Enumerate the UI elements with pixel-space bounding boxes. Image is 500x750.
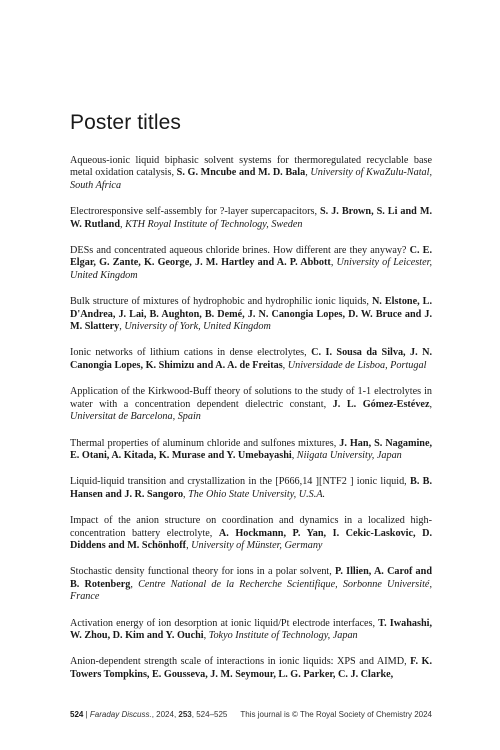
poster-authors: N. Elstone, L. D'Andrea, J. Lai, B. Aughton, B. Demé, J. N. Canongia Lopes, D. W. Bruce and J. M. Slattery — [70, 296, 432, 333]
poster-entry — [70, 656, 432, 681]
poster-affiliation: University of KwaZulu-Natal, South Africa — [70, 167, 432, 191]
poster-affiliation: University of Leicester, United Kingdom — [70, 257, 432, 281]
page-footer — [70, 710, 432, 719]
poster-authors: A. Hockmann, P. Yan, I. Cekic-Laskovic, D. Diddens and M. Schönhoff — [70, 527, 432, 551]
poster-authors: C. I. Sousa da Silva, J. N. Canongia Lopes, K. Shimizu and A. A. de Freitas — [70, 347, 432, 371]
poster-affiliation: Niigata University, Japan — [296, 449, 402, 461]
poster-title: Thermal properties of aluminum chloride and sulfones mixtures, — [70, 437, 340, 449]
poster-entry — [70, 155, 432, 192]
poster-entry — [70, 347, 432, 372]
footer-citation: 524 | Faraday Discuss., 2024, 253, 524–525 — [70, 710, 228, 719]
poster-title: Activation energy of ion desorption at ionic liquid/Pt electrode interfaces, — [70, 617, 379, 629]
poster-title: Aqueous-ionic liquid biphasic solvent systems for thermoregulated recyclable base metal oxidation catalysis, — [70, 155, 432, 179]
poster-entry — [70, 438, 432, 463]
poster-title: Electroresponsive self-assembly for ?-layer supercapacitors, — [70, 206, 320, 218]
poster-list — [70, 155, 432, 695]
poster-authors: F. K. Towers Tompkins, E. Gousseva, J. M. Seymour, L. G. Parker, C. J. Clarke, — [70, 656, 432, 680]
poster-separator: , — [305, 167, 311, 179]
citation-pages: 524–525 — [196, 710, 228, 719]
poster-authors: J. Han, S. Nagamine, E. Otani, A. Kitada, K. Murase and Y. Umebayashi — [70, 437, 433, 461]
poster-entry — [70, 515, 432, 552]
poster-affiliation: Universidade de Lisboa, Portugal — [287, 359, 427, 371]
poster-entry — [70, 206, 432, 231]
poster-title: Stochastic density functional theory for ions in a polar solvent, — [70, 566, 336, 578]
poster-entry — [70, 618, 432, 643]
copyright-notice: This journal is © The Royal Society of Chemistry 2024 — [240, 710, 432, 719]
poster-separator: , — [120, 218, 126, 230]
citation-volume: 253 — [178, 710, 192, 719]
poster-separator: , — [186, 539, 192, 551]
poster-affiliation: The Ohio State University, U.S.A. — [188, 488, 326, 500]
poster-authors: P. Illien, A. Carof and B. Rotenberg — [70, 566, 432, 590]
citation-year: 2024 — [156, 710, 174, 719]
poster-separator: , — [330, 257, 337, 269]
poster-entry — [70, 296, 432, 333]
poster-separator: , — [282, 359, 288, 371]
poster-authors: B. B. Hansen and J. R. Sangoro — [70, 476, 433, 500]
poster-affiliation: University of Münster, Germany — [191, 539, 323, 551]
poster-title: Anion-dependent strength scale of interactions in ionic liquids: XPS and AIMD, — [70, 656, 411, 668]
poster-title: Liquid-liquid transition and crystallization in the [P666,14 ][NTF2 ] ionic liquid, — [70, 476, 411, 488]
poster-separator: , — [130, 578, 139, 590]
poster-title: Ionic networks of lithium cations in dense electrolytes, — [70, 347, 312, 359]
poster-title: DESs and concentrated aqueous chloride brines. How different are they anyway? — [70, 245, 410, 257]
page-heading: Poster titles — [70, 111, 182, 134]
poster-separator: , — [291, 449, 297, 461]
poster-authors: S. J. Brown, S. Li and M. W. Rutland — [70, 206, 432, 230]
poster-affiliation: Universitat de Barcelona, Spain — [70, 411, 201, 423]
poster-title: Impact of the anion structure on coordination and dynamics in a localized high-concentration battery electrolyte, — [70, 515, 432, 539]
poster-affiliation: Tokyo Institute of Technology, Japan — [208, 629, 358, 641]
poster-authors: C. E. Elgar, G. Zante, K. George, J. M. Hartley and A. P. Abbott — [70, 245, 432, 269]
poster-separator: , — [183, 488, 189, 500]
page-number: 524 — [70, 710, 84, 719]
poster-separator: , — [203, 629, 209, 641]
poster-authors: S. G. Mncube and M. D. Bala — [176, 167, 306, 179]
poster-entry — [70, 386, 432, 423]
poster-affiliation: Centre National de la Recherche Scientifique, Sorbonne Université, France — [70, 578, 433, 603]
poster-entry — [70, 566, 432, 603]
poster-separator: , — [119, 321, 125, 333]
poster-separator: , — [429, 398, 433, 410]
poster-authors: T. Iwahashi, W. Zhou, D. Kim and Y. Ouchi — [70, 617, 432, 641]
poster-entry — [70, 476, 432, 501]
poster-title: Application of the Kirkwood-Buff theory of solutions to the study of 1-1 electrolytes in water with a concentration dependent dielectric constant, — [70, 386, 432, 410]
poster-affiliation: KTH Royal Institute of Technology, Sweden — [125, 218, 303, 230]
poster-title: Bulk structure of mixtures of hydrophobic and hydrophilic ionic liquids, — [70, 296, 372, 308]
citation-journal: Faraday Discuss. — [89, 710, 152, 719]
poster-entry — [70, 245, 432, 282]
poster-authors: J. L. Gómez-Estévez — [332, 398, 430, 410]
poster-affiliation: University of York, United Kingdom — [124, 321, 271, 333]
